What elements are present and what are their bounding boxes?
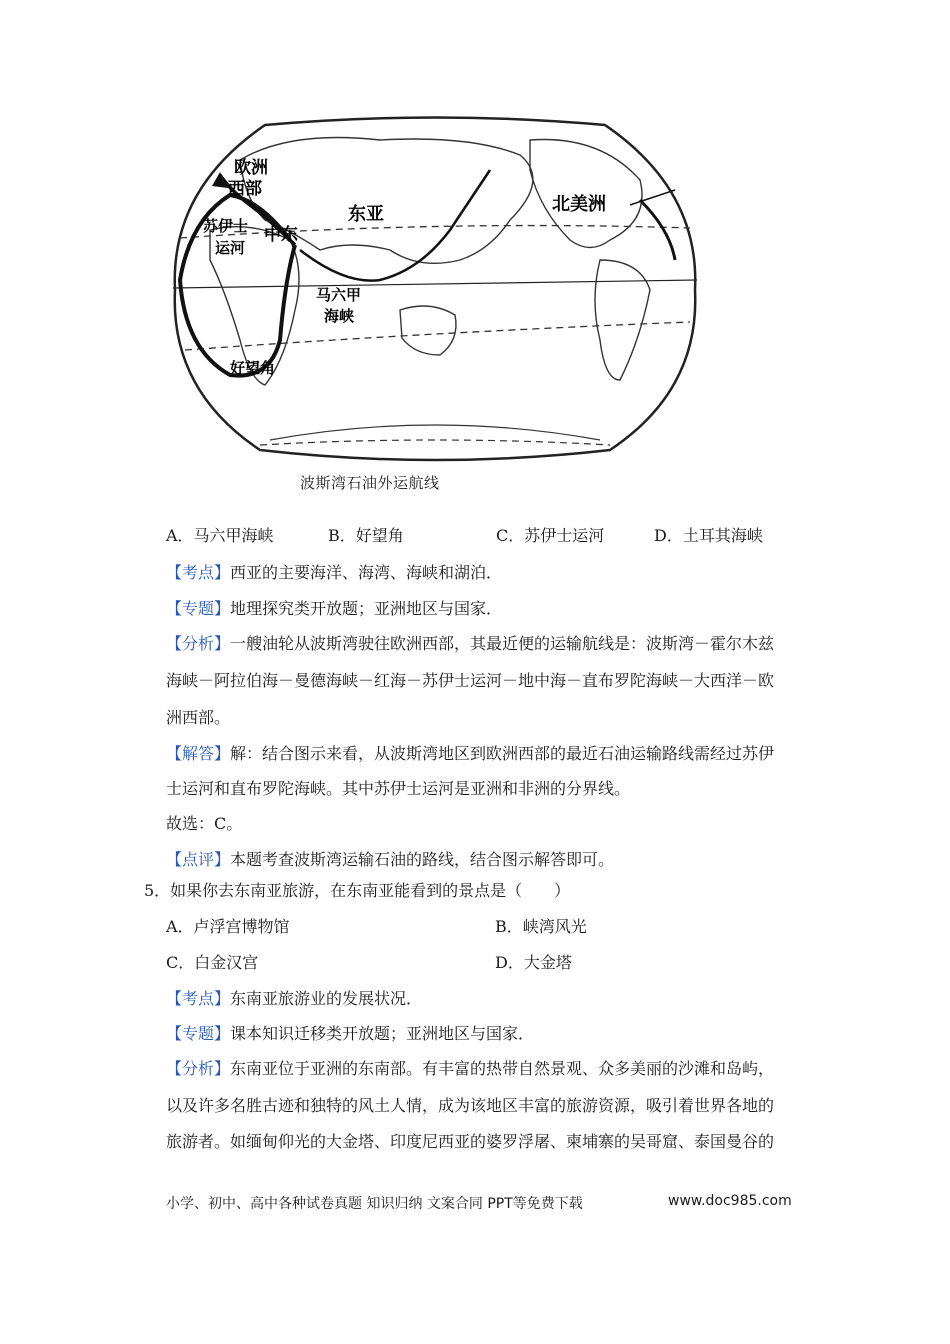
tropic-south	[185, 322, 690, 350]
q5-options-row2	[166, 953, 866, 973]
kaodian-tag: 【考点】	[166, 989, 231, 1008]
fenxi-text-1: 东南亚位于亚洲的东南部。有丰富的热带自然景观、众多美丽的沙滩和岛屿，	[230, 1059, 775, 1078]
figure-caption: 波斯湾石油外运航线	[300, 474, 440, 492]
q5-option-d: D．大金塔	[495, 953, 572, 972]
q5-option-b: B．峡湾风光	[495, 917, 587, 936]
equator-line	[173, 280, 697, 288]
tropic-north	[180, 226, 690, 238]
q5-option-c: C．白金汉宫	[166, 953, 259, 972]
route-pointer	[630, 190, 675, 205]
q4-fenxi-2: 海峡－阿拉伯海－曼德海峡－红海－苏伊士运河－地中海－直布罗陀海峡－大西洋－欧	[166, 671, 775, 690]
q4-jieda-1	[166, 744, 774, 764]
footer-text: 小学、初中、高中各种试卷真题 知识归纳 文案合同 PPT等免费下载	[166, 1196, 583, 1212]
route-north-america	[640, 200, 675, 260]
q4-options	[166, 526, 866, 546]
label-suez-1: 苏伊士	[203, 217, 249, 235]
label-north-america: 北美洲	[552, 194, 606, 215]
q4-fenxi-1	[166, 634, 774, 654]
zhuanti-tag: 【专题】	[166, 599, 231, 618]
q5-kaodian	[166, 989, 422, 1009]
q4-kaodian	[166, 563, 502, 583]
route-east-asia	[300, 170, 490, 281]
fenxi-text-1: 一艘油轮从波斯湾驶往欧洲西部，其最近便的运输航线是：波斯湾－霍尔木兹	[230, 634, 775, 653]
kaodian-tag: 【考点】	[166, 563, 231, 582]
q4-jieda-2: 士运河和直布罗陀海峡。其中苏伊士运河是亚洲和非洲的分界线。	[166, 779, 631, 798]
world-map-image	[170, 110, 700, 470]
fenxi-tag: 【分析】	[166, 634, 231, 653]
fenxi-tag: 【分析】	[166, 1059, 231, 1078]
australia-landmass	[400, 306, 456, 355]
zhuanti-text: 地理探究类开放题；亚洲地区与国家．	[230, 599, 503, 618]
q4-fenxi-3: 洲西部。	[166, 708, 231, 727]
dianping-text: 本题考查波斯湾运输石油的路线，结合图示解答即可。	[230, 850, 615, 869]
zhuanti-tag: 【专题】	[166, 1024, 231, 1043]
footer-url[interactable]: www.doc985.com	[668, 1193, 792, 1209]
label-east-asia: 东亚	[348, 204, 384, 225]
label-middle-east: 中东	[264, 225, 298, 245]
q4-option-b: B．好望角	[328, 526, 404, 545]
q5-zhuanti	[166, 1024, 534, 1044]
label-europe-west-2: 西部	[228, 179, 262, 199]
label-malacca-1: 马六甲	[316, 286, 362, 304]
zhuanti-text: 课本知识迁移类开放题；亚洲地区与国家．	[230, 1024, 535, 1043]
q4-option-d: D．土耳其海峡	[654, 526, 763, 545]
south-america-landmass	[595, 260, 650, 380]
q5-fenxi-2: 以及许多名胜古迹和独特的风土人情，成为该地区丰富的旅游资源，吸引着世界各地的	[166, 1096, 775, 1115]
q4-option-c: C．苏伊士运河	[496, 526, 605, 545]
q5-option-a: A．卢浮宫博物馆	[166, 917, 290, 936]
q5-stem: 5．如果你去东南亚旅游，在东南亚能看到的景点是（ ）	[144, 881, 571, 900]
label-malacca-2: 海峡	[324, 307, 355, 325]
q5-fenxi-3: 旅游者。如缅甸仰光的大金塔、印度尼西亚的婆罗浮屠、柬埔寨的吴哥窟、泰国曼谷的	[166, 1132, 775, 1151]
q5-options-row1	[166, 917, 866, 937]
jieda-text-1: 解：结合图示来看，从波斯湾地区到欧洲西部的最近石油运输路线需经过苏伊	[230, 744, 775, 763]
q5-fenxi-1	[166, 1059, 774, 1079]
label-cape: 好望角	[230, 359, 276, 377]
kaodian-text: 西亚的主要海洋、海湾、海峡和湖泊．	[230, 563, 503, 582]
antarctica-coast	[270, 425, 600, 440]
q4-option-a: A．马六甲海峡	[166, 526, 274, 545]
q4-zhuanti	[166, 599, 502, 619]
dianping-tag: 【点评】	[166, 850, 231, 869]
label-suez-2: 运河	[215, 239, 246, 257]
q4-dianping	[166, 850, 614, 870]
jieda-tag: 【解答】	[166, 744, 231, 763]
kaodian-text: 东南亚旅游业的发展状况．	[230, 989, 423, 1008]
world-map-figure	[170, 110, 700, 470]
q4-answer: 故选：C。	[166, 814, 243, 833]
antarctic-circle	[260, 440, 610, 445]
label-europe-west-1: 欧洲	[234, 158, 268, 178]
